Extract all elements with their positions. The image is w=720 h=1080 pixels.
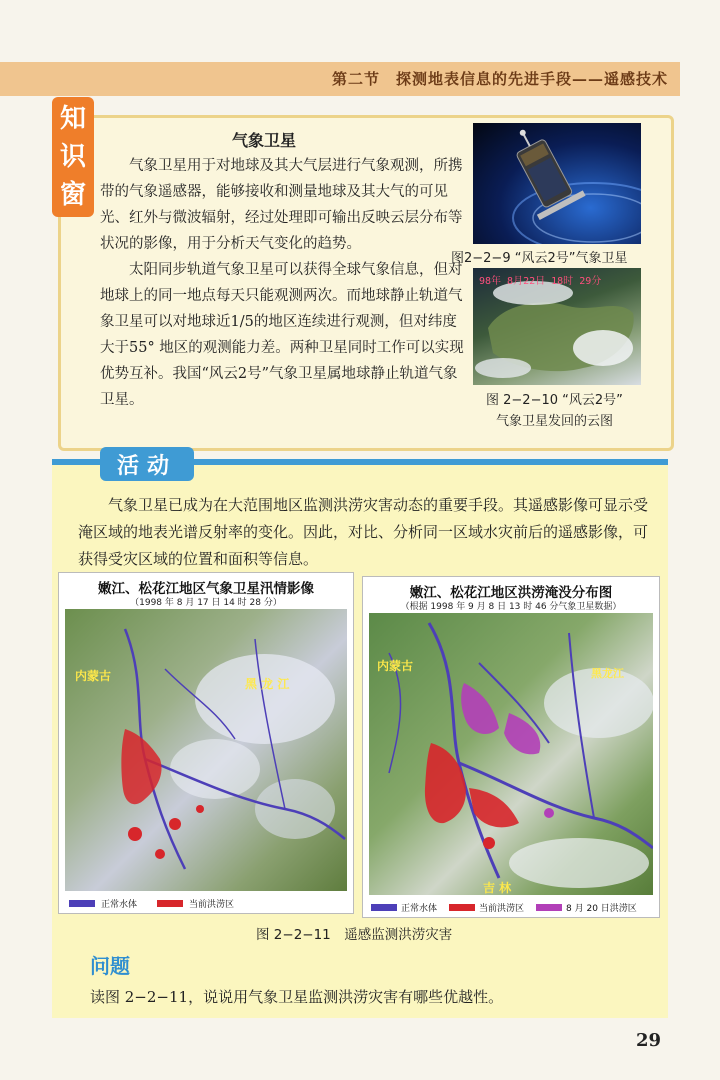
map-right-subtitle: （根据 1998 年 9 月 8 日 13 时 46 分气象卫星数据） <box>400 602 622 612</box>
knowledge-text <box>100 153 465 413</box>
map-right-label-inner-mongolia: 内蒙古 <box>377 659 414 673</box>
map-left-legend <box>69 897 234 910</box>
knowledge-badge-char: 知 <box>59 104 86 134</box>
map-left-graphic <box>65 609 347 891</box>
knowledge-title: 气象卫星 <box>232 131 297 150</box>
activity-paragraph: 气象卫星已成为在大范围地区监测洪涝灾害动态的重要手段。其遥感影像可显示受淹区域的地表光谱反射率的变化。因此，对比、分析同一区域水灾前后的遥感影像，可获得受灾区域的位置和面积等信息。 <box>78 496 649 568</box>
activity-text <box>78 492 660 573</box>
legend-swatch-flood-aug20 <box>536 904 562 911</box>
map-right-legend <box>371 901 637 914</box>
map-left-subtitle: （1998 年 8 月 17 日 14 时 28 分） <box>130 598 282 608</box>
satellite-illustration <box>473 123 641 244</box>
satellite-image <box>473 123 641 244</box>
legend-swatch-flood <box>449 904 475 911</box>
legend-label: 正常水体 <box>401 904 438 914</box>
legend-label: 当前洪涝区 <box>479 904 525 914</box>
cloud-caption-line2: 气象卫星发回的云图 <box>496 414 614 429</box>
legend-label: 当前洪涝区 <box>189 900 235 910</box>
cloud-caption-line1: 图 2−2−10 “风云2号” <box>486 393 623 408</box>
satellite-caption: 图2−2−9 “风云2号”气象卫星 <box>451 251 628 266</box>
knowledge-paragraph: 气象卫星用于对地球及其大气层进行气象观测，所携带的气象遥感器，能够接收和测量地球及其大气的可见光、红外与微波辐射，经过处理即可输出反映云层分布等状况的影像，用于分析天气变化的趋势。 <box>100 158 463 252</box>
flood-map-left <box>58 572 354 914</box>
legend-label: 8 月 20 日洪涝区 <box>566 904 637 914</box>
map-left-title: 嫩江、松花江地区气象卫星汛情影像 <box>98 581 314 597</box>
map-right-label-heilongjiang: 黑龙江 <box>591 667 624 680</box>
question-text: 读图 2−2−11，说说用气象卫星监测洪涝灾害有哪些优越性。 <box>90 988 504 1006</box>
legend-swatch-water <box>69 900 95 907</box>
knowledge-badge-char: 窗 <box>59 180 86 210</box>
map-left-image <box>65 609 347 891</box>
knowledge-badge-char: 识 <box>59 142 86 172</box>
knowledge-badge <box>52 97 94 217</box>
map-right-title: 嫩江、松花江地区洪涝淹没分布图 <box>409 585 613 601</box>
legend-swatch-water <box>371 904 397 911</box>
map-right-image <box>369 613 653 895</box>
map-right-label-jilin: 吉 林 <box>483 881 512 895</box>
figure-caption: 图 2−2−11 遥感监测洪涝灾害 <box>256 927 453 943</box>
activity-badge: 活动 <box>100 447 194 481</box>
cloud-image <box>473 268 641 385</box>
page-number: 29 <box>636 1030 662 1051</box>
map-left-label-inner-mongolia: 内蒙古 <box>75 669 112 683</box>
cloud-timestamp: 98年 8月22日 18时 29分 <box>479 276 602 287</box>
flood-map-right <box>362 576 660 918</box>
map-left-label-heilongjiang: 黑 龙 江 <box>245 677 290 691</box>
map-right-graphic <box>369 613 653 895</box>
legend-swatch-flood <box>157 900 183 907</box>
question-title: 问题 <box>90 954 130 978</box>
knowledge-paragraph: 太阳同步轨道气象卫星可以获得全球气象信息，但对地球上的同一地点每天只能观测两次。而地球静止轨道气象卫星可以对地球近1/5的地区连续进行观测，但对纬度大于55° 地区的观测能力差。两种卫星同时工作可以实现优势互补。我国“风云2号”气象卫星属地球静止轨道气象卫星。 <box>100 262 464 408</box>
chapter-header-title: 第二节 探测地表信息的先进手段——遥感技术 <box>331 70 668 88</box>
legend-label: 正常水体 <box>101 900 138 910</box>
